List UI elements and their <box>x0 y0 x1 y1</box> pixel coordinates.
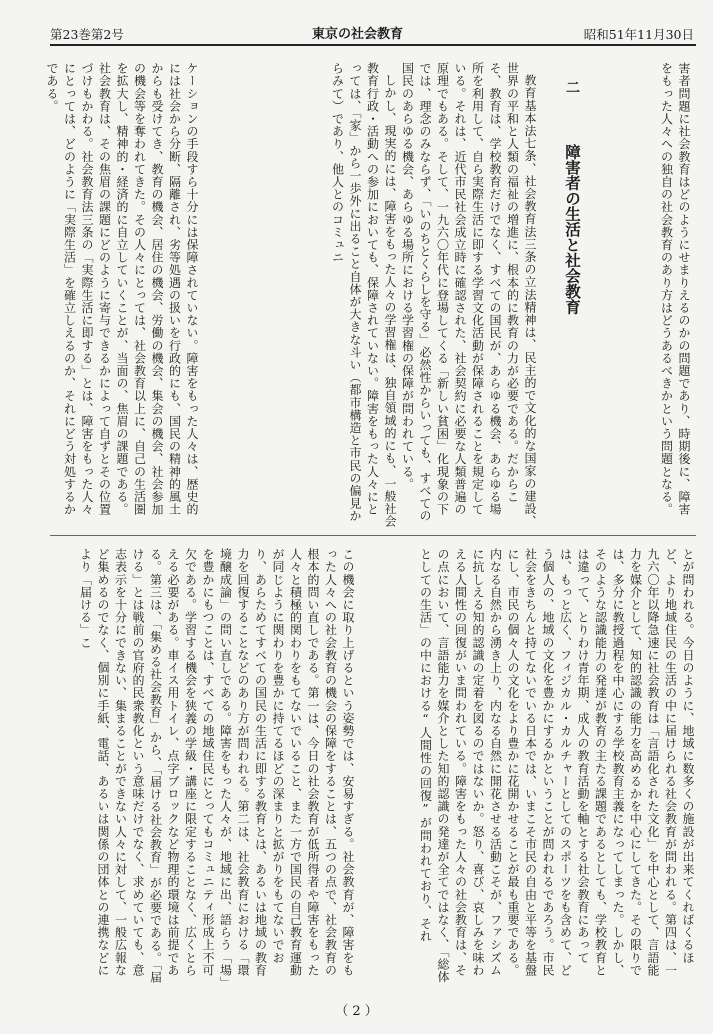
section-number: 二 <box>564 80 580 94</box>
journal-title: 東京の社会教育 <box>312 27 404 42</box>
issue-date: 昭和51年11月30日 <box>583 27 694 42</box>
paragraph: 害者問題に社会教育はどのようにせまりえるのかの問題であり、時期後に、障害をもった人々への独自の社会教育のあり方はどうあるべきかという問題となる。 <box>659 62 691 516</box>
section-title: 障害者の生活と社会教育 <box>563 144 581 315</box>
paragraph: しかし、現実的には、障害をもった人々の学習権は、独自領域的にも、一般社会教育行政・活動への参加においても、保障されていない。障害をもった人々にとっては、「家」から一歩外に出ること自体が大きな斗い（都市構造と市民の偏見からみて）であり、他人とのコミュニ <box>330 62 397 528</box>
text-continuation <box>582 62 692 528</box>
top-left-columns <box>45 62 200 528</box>
page-number: （ 2 ） <box>335 1004 378 1019</box>
volume-number: 第23巻第2号 <box>50 27 124 42</box>
page-header <box>44 24 696 50</box>
paragraph: 教育基本法七条、社会教育法三条の立法精神は、民主的で文化的な国家の建設、世界の平和と人類の福祉の増進に、根本的に教育の力が必要である。だからこそ、教育は、学校教育だけでなく、すべての国民が、あらゆる機会、あらゆる場所を利用して、自ら実際生活に即する学習文化活動が保障されることを規定している。それは、近代市民社会成立時に確認された、社会契約に必要な人類普遍の原理でもある。そして、一九六〇年代に登場してくる「新しい貧困」化現象の下では、理念のみならず、「いのちとくらしを守る」必然性からいっても、すべての国民のあらゆる機会、あらゆる場所における学習権の保障が問われている。 <box>400 62 537 528</box>
paragraph: この機会に取り上げるという姿勢では、安易すぎる。社会教育が、障害をもった人々への社会教育の機会の保障をすることは、五つの点で、社会教育の根本的問い直しである。第一は、今日の社会教育が低所得者や障害をもった人々と積極的関わりをもてないでいること、また一方で国民の自己教育運動が同じように関わりを豊かに持てるほどの深まりと拡がりをもてないでおり、あらためてすべての国民の生活に即する教育とは、あるいは地域の教育力を回復することなどのあり方が問われる。第二は、社会教育における「環境醸成論」の問い直しである。障害をもった人々が、地域に出、語らう「場」を豊かにもつことは、すべての地域住民にとってもコミュニティ形成上不可欠である。学習する機会を狭義の学級・講座に限定することなく、広くとらえる必要がある。車イス用トイレ、点字ブロックなど物理的環境は前提である。第三は、「集める社会教育」から、「届ける社会教育」が必要である。「届ける」とは戦前の官府的民衆教化という意味だけでなく、求めていても、意志表示を十分にできない、集まることができない人々に対して、一般広報など集めるのでなく、個別に手紙、電話、あるいは関係の団体との連携などにより「届ける」こ <box>78 548 355 984</box>
header-rule <box>50 44 696 46</box>
bottom-right-text <box>362 548 696 986</box>
section-2-heading <box>545 80 581 520</box>
bottom-left-text <box>50 548 356 986</box>
paragraph: ケーションの手段すら十分には保障されていない。障害をもった人々は、歴史的には社会から分断、隔離され、劣等処遇の扱いを行政的にも、国民の精神的風土からも受けてき、教育の機会、居住の機会、労働の機会、集会の機会、社会参加の機会等を奪われてきた。その人々にとっては、社会教育以上に、自己の生活圏を拡大し、精神的・経済的に自立していくことが、当面の、焦眉の課題である。社会教育は、その焦眉の課題にどのように寄与できるかによって自ずとその位置づけもかわる。社会教育法三条の「実際生活に即する」とは、障害をもった人々にとっては、どのように「実際生活」を確立しえるのか、それにどう対処するかである。 <box>45 62 199 516</box>
paragraph: とが問われる。今日のように、地域に数多くの施設が出来てくればくるほど、より地域住民の生活の中に届けられる社会教育が問われる。第四は、一九六〇年以降急速に社会教育は「言語化された文化」を中心として、言語能力を媒介として、知的認識の能力を高めるかを中心にしてきた。その限りでは、多分に教授過程を中心にする学校教育主義になってしまった。しかし、そのような認識能力の発達が教育の主たる課題であるとしても、学校教育とは違って、とりわけ青年期、成人の教育活動を軸とする社会教育にあっては、もっと広く、フィジカル・カルチャーとしてのスポーツをも含めて、どう個人の、地域の文化を豊かにするかということが問われるであろう。市民社会をきちんと持てないでいる日本では、いまこそ市民の自由と平等を基盤にし、市民の個々人の文化をより豊かに花開かせることが最も重要である。内なる自然から湧き上り、内なる自然に開花させる活動こそが、ファシズムに抗しえる知的認識の定着を図るのではないか。怒り、喜び、哀しみを味わえる人間性の回復がいま問われている。障害をもった人々の社会教育は、その点において、言語能力を媒介とした知的認識の発達が全てではなく、「総体としての生活」の中における“人間性の回復”が問われており、それ <box>418 548 695 983</box>
section-2-body <box>208 62 538 528</box>
section-divider <box>50 535 696 536</box>
